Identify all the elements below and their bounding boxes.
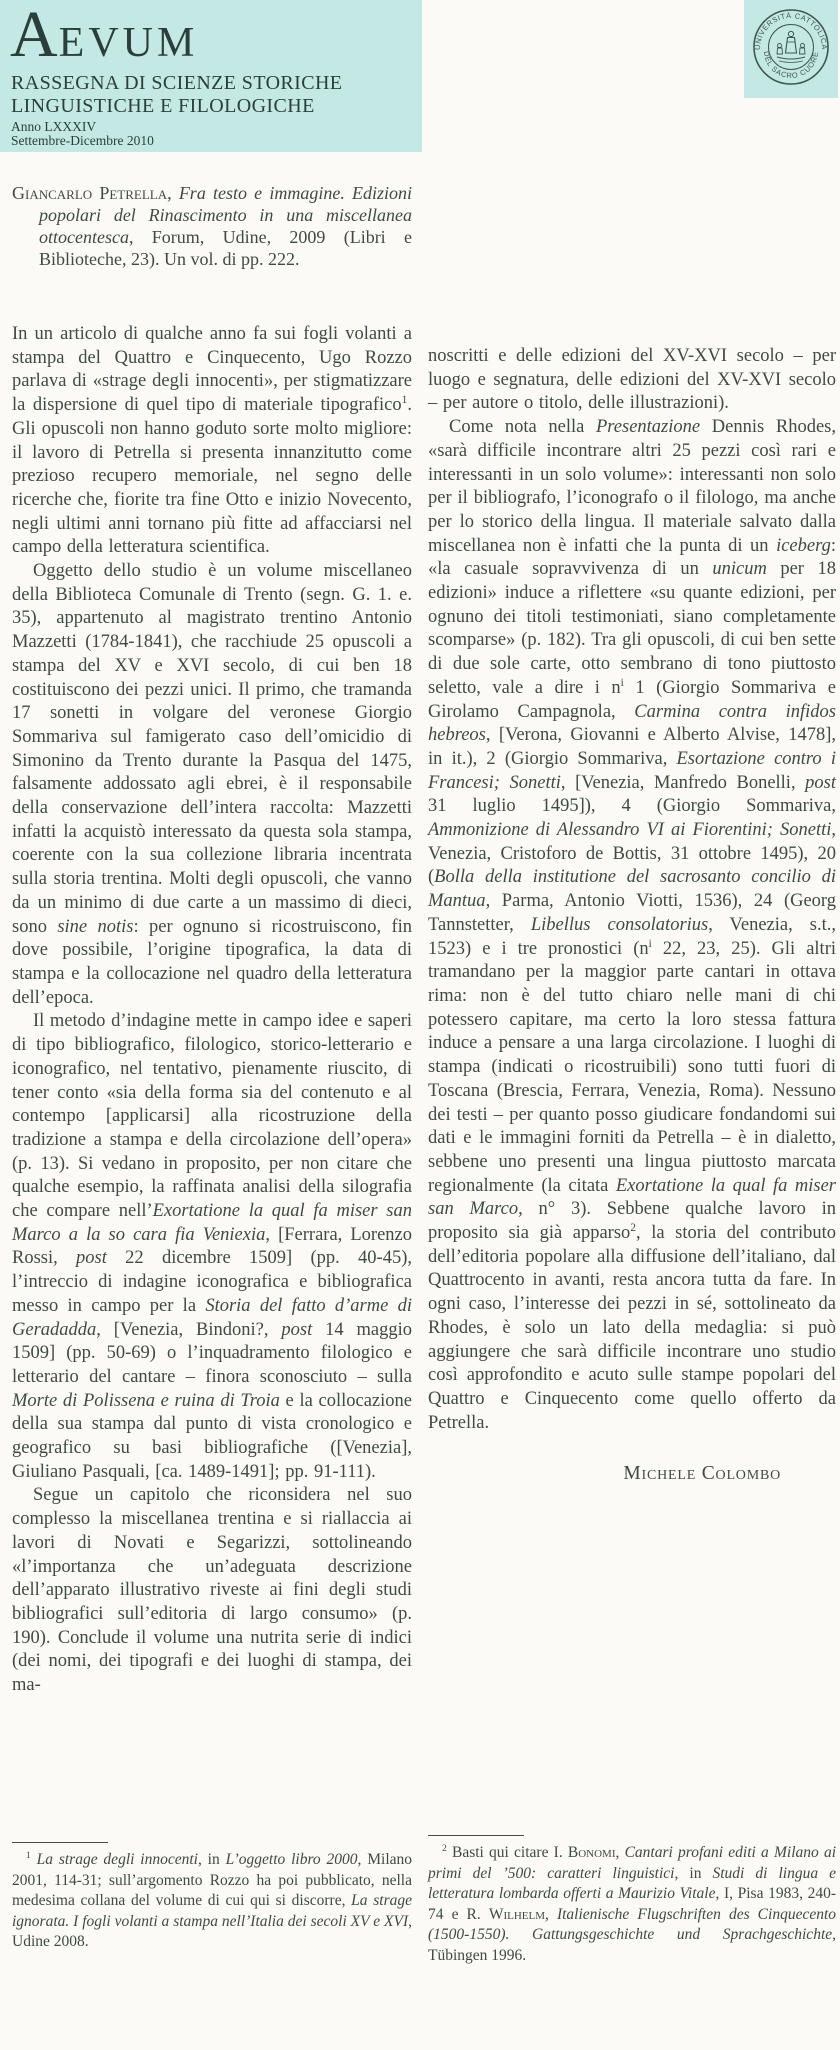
seal-emblem (777, 31, 805, 62)
article-body (12, 152, 836, 1698)
university-seal (744, 0, 838, 98)
right-column-paragraphs (428, 345, 836, 1435)
footnote-1-text: $^1$ La strage degli innocenti, in L’oggetto libro 2000, Milano 2001, 114-31; sull’argomento Rozzo ha poi pubblicato, nella medesima collana del volume di cui qui si discorre, La strage ignorata. I fogli volanti a stampa nell’Italia dei secoli XV e XVI, Udine 2008. (12, 1849, 413, 1950)
paragraph: In un articolo di qualche anno fa sui fogli volanti a stampa del Quattro e Cinquecento, Ugo Rozzo parlava di «strage degli innocenti», per stigmatizzare la dispersione di quel tipo di materiale tipografico$^1$. Gli opuscoli non hanno goduto sorte molto migliore: il lavoro di Petrella si presenta innanzitutto come prezioso recupero memoriale, nel segno delle ricerche che, fiorite tra fine Otto e inizio Novecento, negli ultimi anni tornano più fitte ad affacciarsi nel campo della letteratura scientifica. (12, 324, 412, 558)
review-author-signature: Michele Colombo (623, 1463, 781, 1485)
journal-year: Anno LXXXIV (11, 119, 97, 134)
journal-subtitle-line2: LINGUISTICHE E FILOLOGICHE (11, 95, 315, 117)
paragraph: noscritti e delle edizioni del XV-XVI secolo – per luogo e segnatura, delle edizioni del XV-XVI secolo – per autore o titolo, delle illustrazioni). (428, 346, 836, 414)
svg-text:UNIVERSITÀ CATTOLICA (753, 11, 829, 50)
footnote-1 (12, 1842, 412, 1953)
citation-reference: , Fra testo e immagine. Edizioni popolari del Rinascimento in una miscellanea ottocentesca, Forum, Udine, 2009 (Libri e Biblioteche, 23). Un vol. di pp. 222. (39, 183, 412, 269)
footnote-2 (428, 1835, 836, 1966)
masthead (0, 0, 422, 152)
left-column (12, 152, 412, 1698)
citation-block (12, 182, 412, 270)
citation-author: Giancarlo Petrella (12, 183, 168, 203)
svg-text:DEL SACRO CUORE (762, 51, 820, 81)
seal-text-bottom: DEL SACRO CUORE (761, 50, 821, 81)
journal-subtitle-line1: RASSEGNA DI SCIENZE STORICHE (11, 72, 343, 94)
paragraph: Come nota nella Presentazione Dennis Rhodes, «sarà difficile incontrare altri 25 pezzi così rari e interessanti in un solo volume»: interessanti non solo per il bibliografo, l’iconografo o il filologo, ma anche per lo storico della lingua. Il materiale salvato dalla miscellanea non è infatti che la punta di un iceberg: «la casuale sopravvivenza di un unicum per 18 edizioni» induce a riflettere «su quante edizioni, per ognuno dei titoli testimoniati, siano completamente scomparse» (p. 182). Tra gli opuscoli, di cui ben sette di due sole carte, otto sembrano di tono piuttosto seletto, vale a dire i $n^i$ 1 (Giorgio Sommariva e Girolamo Campagnola, Carmina contra infidos hebreos, [Verona, Giovanni e Alberto Alvise, 1478], in it.), 2 (Giorgio Sommariva, Esortazione contro i Francesi; Sonetti, [Venezia, Manfredo Bonelli, post 31 luglio 1495]), 4 (Giorgio Sommariva, Ammonizione di Alessandro VI ai Fiorentini; Sonetti, Venezia, Cristoforo de Bottis, 31 ottobre 1495), 20 (Bolla della institutione del sacrosanto concilio di Mantua, Parma, Antonio Viotti, 1536), 24 (Georg Tannstetter, Libellus consolatorius, Venezia, s.t., 1523) e i tre pronostici ($n^i$ 22, 23, 25). Gli altri tramandano per la maggior parte cantari in ottava rima: non è del tutto chiaro nelle mani di chi potessero capitare, ma certo la loro stessa fattura induce a pensare a una larga circolazione. I luoghi di stampa (indicati o ricostruibili) sono tutti fuori di Toscana (Brescia, Ferrara, Venezia, Roma). Nessuno dei testi – per quanto posso giudicare fondandomi sui dati e le immagini forniti da Petrella – è in dialetto, sebbene uno presenti una lingua piuttosto marcata regionalmente (la citata Exortatione la qual fa miser san Marco, n° 3). Sebbene qualche lavoro in proposito sia già apparso$^2$, la storia del contributo dell’editoria popolare alla diffusione dell’italiano, dal Quattrocento in avanti, resta ancora tutta da fare. In ogni caso, l’interesse dei pezzi in sé, sottolineato da Rhodes, è solo un lato della medaglia: si può aggiungere che sarà difficile incontrare uno studio così approfondito e acuto sulle stampe popolari del Quattro e Cinquecento come quello offerto da Petrella. (428, 417, 836, 1433)
seal-text-top: UNIVERSITÀ CATTOLICA (752, 10, 830, 51)
footnote-rule (428, 1835, 524, 1836)
journal-title-initial: A (10, 0, 59, 71)
footnote-2-text: $^2$ Basti qui citare I. Bonomi, Cantari profani editi a Milano ai primi del ’500: caratteri linguistici, in Studi di lingua e letteratura lombarda offerti a Maurizio Vitale, I, Pisa 1983, 240-74 e R. Wilhelm, Italienische Flugschriften des Cinquecento (1500-1550). Gattungsgeschichte und Sprachgeschichte, Tübingen 1996. (428, 1842, 837, 1964)
journal-title-rest: EVUM (58, 20, 199, 66)
paragraph: Oggetto dello studio è un volume miscellaneo della Biblioteca Comunale di Trento (segn. G. 1. e. 35), appartenuto al magistrato trentino Antonio Mazzetti (1784-1841), che racchiude 25 opuscoli a stampa del XV e XVI secolo, di cui ben 18 costituiscono dei pezzi unici. Il primo, che tramanda 17 sonetti in volgare del veronese Giorgio Sommariva sul famigerato caso dell’omicidio di Simonino da Trento durante la Pasqua del 1475, falsamente addossato agli ebrei, è il responsabile della conservazione dell’intera raccolta: Mazzetti infatti la acquistò interessato da questa sola stampa, coerente con la sua collezione libraria incentrata sulla storia trentina. Molti degli opuscoli, che vanno da un minimo di due carte a un massimo di dieci, sono sine notis: per ognuno si ricostruiscono, fin dove possibile, l’origine tipografica, la data di stampa e la collocazione nel quadro della letteratura dell’epoca. (12, 561, 413, 1008)
left-column-paragraphs (12, 323, 412, 1698)
right-column (428, 152, 836, 1698)
university-seal-icon (751, 6, 831, 88)
paragraph: Il metodo d’indagine mette in campo idee e saperi di tipo bibliografico, filologico, storico-letterario e iconografico, nel tentativo, pienamente riuscito, di tener conto «sia della forma sia del contenuto e al contempo [applicarsi] alla ricostruzione della tradizione a stampa e della circolazione dell’opera» (p. 13). Si vedano in proposito, per non citare che qualche esempio, la raffinata analisi della silografia che compare nell’Exortatione la qual fa miser san Marco a la so cara fia Veniexia, [Ferrara, Lorenzo Rossi, post 22 dicembre 1509] (pp. 40-45), l’intreccio di indagine iconografica e bibliografica messo in campo per la Storia del fatto d’arme di Geradadda, [Venezia, Bindoni?, post 14 maggio 1509] (pp. 50-69) o l’inquadramento filologico e letterario del cantare – finora sconosciuto – sulla Morte di Polissena e ruina di Troia e la collocazione della sua stampa dal punto di vista cronologico e geografico su basi bibliografiche ([Venezia], Giuliano Pasquali, [ca. 1489-1491]; pp. 91-111). (12, 1011, 413, 1482)
journal-issue: Settembre-Dicembre 2010 (11, 133, 154, 148)
footnote-rule (12, 1842, 108, 1843)
paragraph: Segue un capitolo che riconsidera nel suo complesso la miscellanea trentina e si riallaccia ai lavori di Novati e Segarizzi, sottolineando «l’importanza che un’adeguata descrizione dell’apparato illustrativo riveste ai fini degli studi bibliografici sull’editoria di largo consumo» (p. 190). Conclude il volume una nutrita serie di indici (dei nomi, dei tipografi e dei luoghi di stampa, dei ma- (12, 1485, 412, 1696)
journal-title (10, 0, 199, 71)
